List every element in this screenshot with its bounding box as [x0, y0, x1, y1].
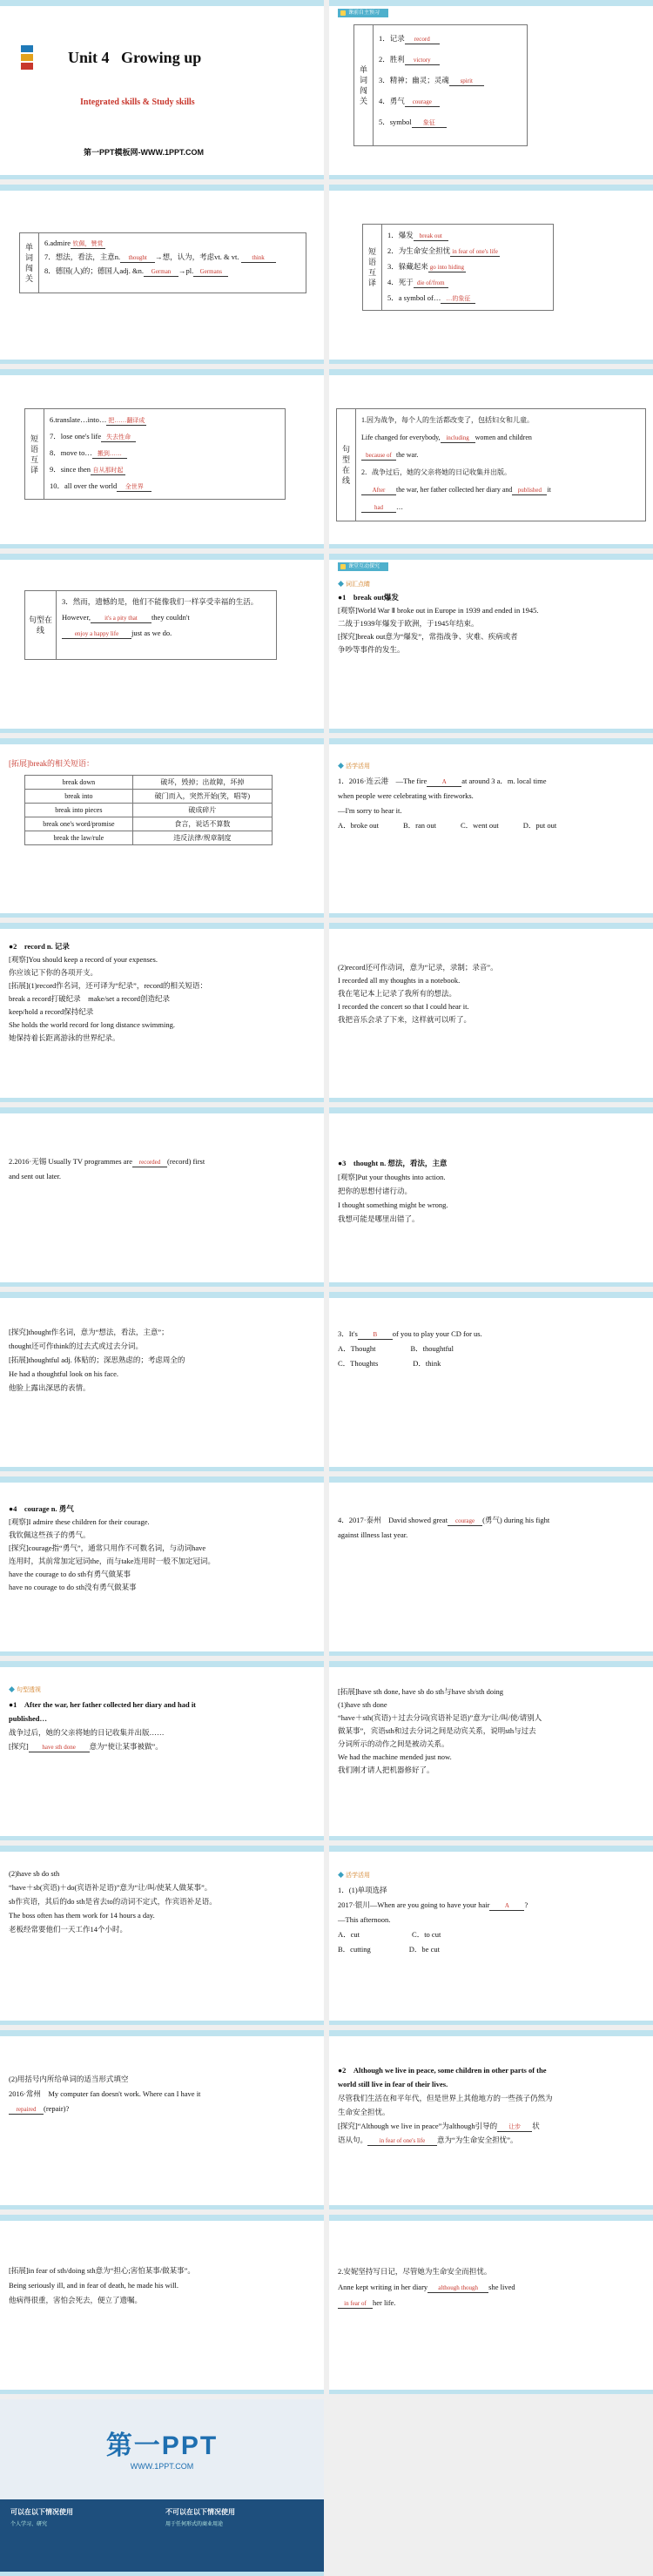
text-span: [探究]“Although we live in peace”为although引导的 — [338, 2122, 498, 2130]
text-line — [50, 461, 279, 478]
text-span: 10．all over the world — [50, 481, 118, 490]
answer-blank: courage — [405, 98, 440, 107]
answer-blank: A — [427, 778, 461, 787]
ppt-logo-icon — [21, 45, 33, 73]
slide-exercise-1 — [329, 738, 653, 918]
text-span: 状 — [532, 2122, 540, 2130]
answer-blank: have sth done — [29, 1744, 90, 1752]
text-span: 语从句。 — [338, 2135, 368, 2144]
text-line: break one's word/promise — [25, 817, 133, 831]
subsection-tag: ◆ 词汇点睛 — [338, 578, 644, 591]
slide-sentence-point-1 — [0, 1661, 324, 1840]
option-d[interactable]: D．put out — [522, 821, 557, 830]
text-line — [44, 264, 300, 278]
text-line: break the law/rule — [25, 831, 133, 845]
text-span: … — [396, 503, 403, 511]
text-line: Being seriously ill, and in fear of death, he made his will. — [9, 2281, 178, 2290]
text-line — [9, 1154, 315, 1169]
text-line: 尽管我们生活在和平年代，但是世界上其他地方的一些孩子仍然为 — [338, 2094, 553, 2102]
text-line: [观察]You should keep a record of your expenses. — [9, 955, 158, 964]
slide-ending — [0, 2399, 324, 2576]
slide-phrases-1 — [329, 185, 653, 364]
text-span: 6.translate…into… — [50, 415, 107, 424]
text-span: However, — [62, 613, 91, 622]
answer-blank: Germans — [193, 268, 228, 277]
usage-allowed-heading: 可以在以下情况使用 — [10, 2508, 73, 2516]
text-line — [62, 625, 271, 641]
text-line: (2)record还可作动词，意为“记录，录制；录音”。 — [338, 963, 498, 972]
option-d[interactable]: D．be cut — [408, 1945, 440, 1954]
answer-blank: because of — [361, 452, 396, 461]
text-span: →pl. — [178, 266, 194, 275]
vocab-item — [379, 49, 522, 70]
text-line: 战争过后，她的父亲将她的日记收集并出版…… — [9, 1728, 165, 1737]
answer-blank: enjoy a happy life — [62, 630, 131, 639]
unit-title — [68, 49, 201, 67]
table-row — [25, 831, 273, 845]
text-span: (record) first — [167, 1157, 205, 1166]
text-line: 破坏，毁掉；出故障，坏掉 — [132, 776, 272, 790]
text-line: break down — [25, 776, 133, 790]
text-span: →想，认为，考虑vt. & vt. — [155, 252, 239, 261]
option-b[interactable]: B．cutting — [338, 1945, 371, 1954]
text-span: 1．2016·连云港 —The fire — [338, 777, 427, 785]
text-line: 破门而入，突然开始(笑，唱等) — [132, 790, 272, 804]
text-line: published… — [9, 1714, 47, 1723]
box-label: 短语互译 — [25, 409, 44, 499]
slide-record-verb — [329, 923, 653, 1102]
answer-blank: including — [441, 434, 475, 443]
vocab-item — [379, 91, 522, 111]
answer-blank: B — [358, 1331, 393, 1340]
text-line: We had the machine mended just now. — [338, 1752, 452, 1761]
answer-blank: thought — [120, 254, 155, 263]
text-line: world still live in fear of their lives. — [338, 2080, 448, 2088]
usage-forbidden-text: 用于任何形式的商业用途 — [165, 2522, 224, 2527]
text-span: 5．a symbol of… — [387, 293, 441, 302]
text-span: ? — [524, 1900, 528, 1909]
option-a[interactable]: A．broke out — [338, 821, 379, 830]
text-line — [361, 481, 640, 499]
answer-blank: After — [361, 487, 396, 495]
answer-blank: spirit — [449, 77, 484, 86]
text-span: women and children — [475, 434, 532, 441]
text-span: 2．胜利 — [379, 55, 405, 64]
text-line — [338, 2279, 644, 2295]
text-span: 2．为生命安全担忧 — [387, 246, 451, 255]
text-line: 2.安妮坚持写日记，尽管她为生命安全而担忧。 — [338, 2267, 492, 2276]
text-line: I recorded all my thoughts in a notebook. — [338, 976, 461, 985]
vocab-item — [379, 28, 522, 49]
option-c[interactable]: C．to cut — [412, 1930, 441, 1939]
text-line: He had a thoughtful look on his face. — [9, 1369, 119, 1378]
text-line: The boss often has them work for 14 hours a day. — [9, 1911, 155, 1920]
text-line — [338, 1327, 644, 1342]
slide-courage — [0, 1476, 324, 1656]
text-line: 违反法律/规章制度 — [132, 831, 272, 845]
answer-blank: in fear of one's life — [367, 2137, 437, 2146]
text-line: 分词所示的动作之间是被动关系。 — [338, 1739, 449, 1748]
text-line: “have＋sth(宾语)＋过去分词(宾语补足语)”意为“让/叫/使/请别人 — [338, 1713, 542, 1722]
text-line: 1.因为战争，每个人的生活都改变了，包括妇女和儿童。 — [361, 416, 534, 424]
text-line: “have＋sb(宾语)＋do(宾语补足语)”意为“让/叫/使某人做某事”。 — [9, 1883, 212, 1892]
slide-although — [329, 2030, 653, 2209]
text-line: 生命安全担忧。 — [338, 2108, 390, 2116]
text-line — [338, 2133, 644, 2147]
text-line: keep/hold a record保持纪录 — [9, 1007, 94, 1016]
slide-thought-explore — [0, 1292, 324, 1471]
point-heading: ●3 thought n. 想法，看法，主意 — [338, 1159, 448, 1167]
text-line: 2016·常州 My computer fan doesn't work. Where can I have it — [9, 2089, 201, 2098]
slide-exercise-3 — [329, 1292, 653, 1471]
text-line — [44, 236, 300, 250]
slide-exercise-2 — [0, 1107, 324, 1287]
text-line: thought还可作think的过去式或过去分词。 — [9, 1342, 143, 1350]
text-span: just as we do. — [131, 629, 172, 637]
text-line: 连用时，其前常加定冠词the，而与take连用时一般不加定冠词。 — [9, 1557, 216, 1565]
slide-exercise-5 — [329, 1846, 653, 2025]
answer-blank: …的象征 — [441, 295, 475, 304]
text-line: [拓展]break的相关短语： — [9, 759, 94, 768]
text-line — [387, 259, 548, 274]
box-label: 单词闯关 — [354, 25, 374, 145]
text-line — [62, 609, 271, 625]
slide-have-sth-done — [329, 1661, 653, 1840]
answer-blank: 把……翻译成 — [108, 417, 145, 424]
text-span: (勇气) during his fight — [482, 1516, 550, 1524]
slide-title — [0, 0, 324, 179]
phrase-box — [362, 224, 554, 311]
text-span: 意为“使让某事被做”。 — [89, 1742, 163, 1751]
text-line — [361, 499, 640, 516]
box-label: 句型在线 — [25, 591, 57, 659]
text-span: 4．勇气 — [379, 97, 405, 105]
text-line: [拓展]have sth done, have sb do sth与have sb/sth doing — [338, 1687, 504, 1696]
text-line: break into — [25, 790, 133, 804]
table-row — [25, 804, 273, 817]
table-row — [25, 817, 273, 831]
text-line: 我钦佩这些孩子的勇气。 — [9, 1530, 91, 1539]
box-label: 单词闯关 — [20, 233, 39, 293]
vocab-box — [353, 24, 528, 146]
option-b[interactable]: B．ran out — [402, 821, 436, 830]
text-line: [观察]World War Ⅱ broke out in Europe in 1939 and ended in 1945. — [338, 606, 539, 615]
slide-exercise-6 — [0, 2030, 324, 2209]
box-label: 短语互译 — [363, 225, 382, 310]
answer-blank: although though — [427, 2284, 488, 2293]
answer-blank: recorded — [132, 1159, 167, 1167]
text-span: of you to play your CD for us. — [392, 1329, 482, 1338]
text-line — [387, 227, 548, 243]
box-label: 句型在线 — [337, 409, 356, 521]
answer-blank: 失去性命 — [101, 434, 136, 442]
text-line: [探究]thought作名词，意为“想法，看法，主意”； — [9, 1328, 169, 1336]
answer-blank: think — [241, 254, 276, 263]
text-line: 做某事”，宾语sth和过去分词之间是动宾关系，说明sth与过去 — [338, 1726, 536, 1735]
text-span: they couldn't — [151, 613, 190, 622]
text-span: 4．死于 — [387, 278, 414, 286]
answer-blank: 象征 — [412, 119, 447, 128]
text-line: [探究]break out意为“爆发”，常指战争、灾难、疾病或者 — [338, 632, 518, 641]
text-span: the war, her father collected her diary and — [396, 486, 513, 494]
text-line — [338, 2295, 644, 2310]
text-line — [44, 250, 300, 264]
text-span: it — [547, 486, 551, 494]
slide-exercise-7 — [329, 2215, 653, 2394]
text-line: 破成碎片 — [132, 804, 272, 817]
slide-sentences-1 — [329, 369, 653, 548]
subsection-tag: ◆ 活学活用 — [338, 759, 644, 774]
text-line: 3．然而，遗憾的是，他们不能像我们一样享受幸福的生活。 — [62, 597, 259, 606]
usage-allowed-text: 个人学习、研究 — [10, 2522, 48, 2527]
text-line: 他脸上露出深思的表情。 — [9, 1383, 91, 1392]
text-line: break a record打破纪录 make/set a record创造纪录 — [9, 994, 171, 1003]
text-line: 把你的思想付诸行动。 — [338, 1187, 413, 1195]
text-span: 意为“为生命安全担忧”。 — [437, 2135, 518, 2144]
text-line: 食言，说话不算数 — [132, 817, 272, 831]
slide-break-out — [329, 554, 653, 733]
text-span: 2017·银川—When are you going to have your hair — [338, 1900, 490, 1909]
text-span: 4．2017·泰州 David showed great — [338, 1516, 448, 1524]
brand-url: WWW.1PPT.COM — [130, 2462, 194, 2471]
site-watermark: 第一PPT模板网-WWW.1PPT.COM — [84, 148, 204, 157]
text-line — [50, 412, 279, 428]
answer-blank: die of/from — [414, 279, 448, 288]
option-d[interactable]: D．think — [413, 1359, 441, 1368]
text-line: (2)have sb do sth — [9, 1869, 60, 1878]
text-line: and sent out later. — [9, 1172, 61, 1180]
answer-blank: go into hiding — [429, 264, 465, 271]
answer-blank: A — [489, 1902, 524, 1911]
slide-have-sb-do — [0, 1846, 324, 2025]
text-line: against illness last year. — [338, 1530, 408, 1539]
usage-forbidden-heading: 不可以在以下情况使用 — [165, 2508, 235, 2516]
text-line: (2)用括号内所给单词的适当形式填空 — [9, 2075, 129, 2083]
text-line — [50, 445, 279, 461]
table-row — [25, 790, 273, 804]
text-line: when people were celebrating with fireworks. — [338, 791, 474, 800]
answer-blank: published — [512, 487, 547, 495]
phrase-box — [24, 408, 286, 500]
text-line: [拓展](1)record作名词，还可译为“纪录”，record的相关短语： — [9, 981, 208, 990]
slide-sentences-2 — [0, 554, 324, 733]
text-line: 争吵等事件的发生。 — [338, 645, 405, 654]
options — [338, 1342, 644, 1356]
text-span: Anne kept writing in her diary — [338, 2283, 428, 2291]
text-span: 1．爆发 — [387, 231, 414, 239]
text-span: her life. — [373, 2298, 396, 2307]
text-line: 他病得很重，害怕会死去，便立了遗嘱。 — [9, 2296, 143, 2304]
text-span: 5．symbol — [379, 118, 412, 126]
text-line: 你应该记下你的各项开支。 — [9, 968, 98, 977]
text-line: I thought something might be wrong. — [338, 1201, 448, 1209]
answer-blank: in fear of — [338, 2300, 373, 2309]
text-line — [361, 429, 640, 447]
text-span: 3．精神；幽灵；灵魂 — [379, 76, 449, 84]
text-span: 8．move to… — [50, 448, 92, 457]
text-line — [9, 1739, 315, 1753]
text-span: [探究] — [9, 1742, 29, 1751]
text-span: 1．记录 — [379, 34, 405, 43]
answer-blank: 钦佩，赞赏 — [71, 240, 105, 249]
options — [338, 1942, 644, 1957]
text-line: 我们刚才请人把机器修好了。 — [338, 1766, 434, 1774]
text-line: have the courage to do sth有勇气做某事 — [9, 1570, 131, 1578]
slide-in-fear-of — [0, 2215, 324, 2394]
answer-blank: 自从那时起 — [91, 467, 125, 475]
text-span: Life changed for everybody, — [361, 434, 441, 441]
vocab-box — [19, 232, 306, 293]
text-line: I recorded the concert so that I could hear it. — [338, 1002, 469, 1011]
option-a[interactable]: A．cut — [338, 1930, 360, 1939]
text-line: 我在笔记本上记录了我所有的想法。 — [338, 989, 457, 998]
text-line: —I'm sorry to hear it. — [338, 806, 402, 815]
option-b[interactable]: B．thoughtful — [410, 1344, 454, 1353]
text-line — [387, 274, 548, 290]
answer-blank: German — [144, 268, 178, 277]
subsection-tag: ◆ 活学活用 — [338, 1868, 644, 1883]
text-line — [361, 447, 640, 464]
text-line: 我想可能是哪里出错了。 — [338, 1214, 420, 1223]
break-phrases-table — [24, 775, 273, 845]
section-tag: 课堂互动探究 — [338, 562, 388, 571]
sentence-box — [24, 590, 277, 660]
point-heading: ●1 break out爆发 — [338, 593, 399, 602]
text-line: [观察]I admire these children for their courage. — [9, 1517, 150, 1526]
answer-blank: record — [405, 36, 440, 44]
slide-exercise-4 — [329, 1476, 653, 1656]
answer-blank: break out — [414, 232, 448, 241]
slide-record — [0, 923, 324, 1102]
text-line: 二战于1939年爆发于欧洲，于1945年结束。 — [338, 619, 479, 628]
brand-logo: 第一PPT — [105, 2431, 219, 2460]
option-c[interactable]: C．Thoughts — [338, 1359, 379, 1368]
point-heading: ●2 Although we live in peace, some children in other parts of the — [338, 2066, 547, 2075]
slide-vocab-1 — [329, 0, 653, 179]
slide-break-table — [0, 738, 324, 918]
table-row — [25, 776, 273, 790]
section-tag: 课前自主预习 — [338, 9, 388, 17]
text-line — [387, 243, 548, 259]
text-line — [338, 1898, 644, 1913]
sentence-box — [336, 408, 646, 521]
point-heading: ●4 courage n. 勇气 — [9, 1504, 74, 1513]
text-line: 她保持着长距离游泳的世界纪录。 — [9, 1033, 120, 1042]
options — [338, 1356, 644, 1371]
vocab-item — [379, 70, 522, 91]
text-line: (1)have sth done — [338, 1700, 387, 1709]
answer-blank: 搬到…… — [92, 450, 127, 459]
slide-vocab-2 — [0, 185, 324, 364]
text-span: the war. — [396, 451, 419, 459]
text-line: break into pieces — [25, 804, 133, 817]
text-span: she lived — [488, 2283, 515, 2291]
answer-blank: 让步 — [497, 2123, 532, 2132]
text-line: [拓展]thoughtful adj. 体贴的；深思熟虑的；考虑周全的 — [9, 1355, 185, 1364]
option-c[interactable]: C．went out — [461, 821, 499, 830]
vocab-item — [379, 111, 522, 132]
text-span: 9．since then — [50, 465, 91, 474]
answer-blank: in fear of one's life — [452, 248, 498, 255]
options — [338, 818, 644, 833]
answer-blank: courage — [448, 1517, 482, 1526]
text-span: at around 3 a．m. local time — [461, 777, 547, 785]
text-span: 7．想法，看法，主意n. — [44, 252, 121, 261]
text-line: [拓展]in fear of sth/doing sth意为“担心;害怕某事/做某事”。 — [9, 2266, 195, 2275]
text-line: She holds the world record for long distance swimming. — [9, 1020, 175, 1029]
text-line — [338, 774, 644, 789]
text-span: 3．It's — [338, 1329, 358, 1338]
text-line: sb作宾语，其后的do sth是省去to的动词不定式，作宾语补足语。 — [9, 1897, 217, 1906]
subtitle: Integrated skills & Study skills — [80, 98, 195, 107]
text-line: 老板经常要他们一天工作14个小时。 — [9, 1925, 128, 1934]
text-span: 7．lose one's life — [50, 432, 102, 441]
option-a[interactable]: A．Thought — [338, 1344, 376, 1353]
slide-thought — [329, 1107, 653, 1287]
answer-blank: had — [361, 504, 396, 513]
text-line: 1．(1)单项选择 — [338, 1886, 387, 1894]
point-heading: ●2 record n. 记录 — [9, 942, 70, 951]
unit-label: Unit 4 — [68, 49, 110, 66]
text-span: 8．德国(人)的；德国人adj. &n. — [44, 266, 145, 275]
text-span: 2.2016·无锡 Usually TV programmes are — [9, 1157, 133, 1166]
text-line: have no courage to do sth没有勇气做某事 — [9, 1583, 137, 1591]
answer-blank: 全世界 — [117, 483, 151, 492]
text-line: —This afternoon. — [338, 1915, 391, 1924]
text-line — [9, 2102, 315, 2116]
text-line: [探究]courage指“勇气”，通常只用作不可数名词，与动词have — [9, 1544, 206, 1552]
lesson-title: Growing up — [121, 49, 202, 66]
answer-blank: victory — [405, 57, 440, 65]
answer-blank: it's a pity that — [91, 615, 151, 623]
subsection-tag: ◆ 句型透视 — [9, 1684, 315, 1698]
text-line — [338, 2119, 644, 2133]
point-heading: ●1 After the war, her father collected her diary and had it — [9, 1700, 197, 1709]
answer-blank: repaired — [9, 2106, 44, 2115]
text-span: (repair)? — [44, 2104, 70, 2113]
text-line — [50, 428, 279, 445]
text-line — [50, 478, 279, 494]
text-line: 我把音乐会录了下来，这样就可以听了。 — [338, 1015, 472, 1024]
text-span: 3．躲藏起来 — [387, 262, 428, 271]
text-line: 2．战争过后，她的父亲将她的日记收集并出版。 — [361, 468, 511, 476]
slide-phrases-2 — [0, 369, 324, 548]
text-line: [观察]Put your thoughts into action. — [338, 1173, 446, 1181]
text-line — [338, 1513, 644, 1528]
text-line — [387, 290, 548, 306]
text-span: 6.admire — [44, 239, 71, 247]
options — [338, 1927, 644, 1942]
